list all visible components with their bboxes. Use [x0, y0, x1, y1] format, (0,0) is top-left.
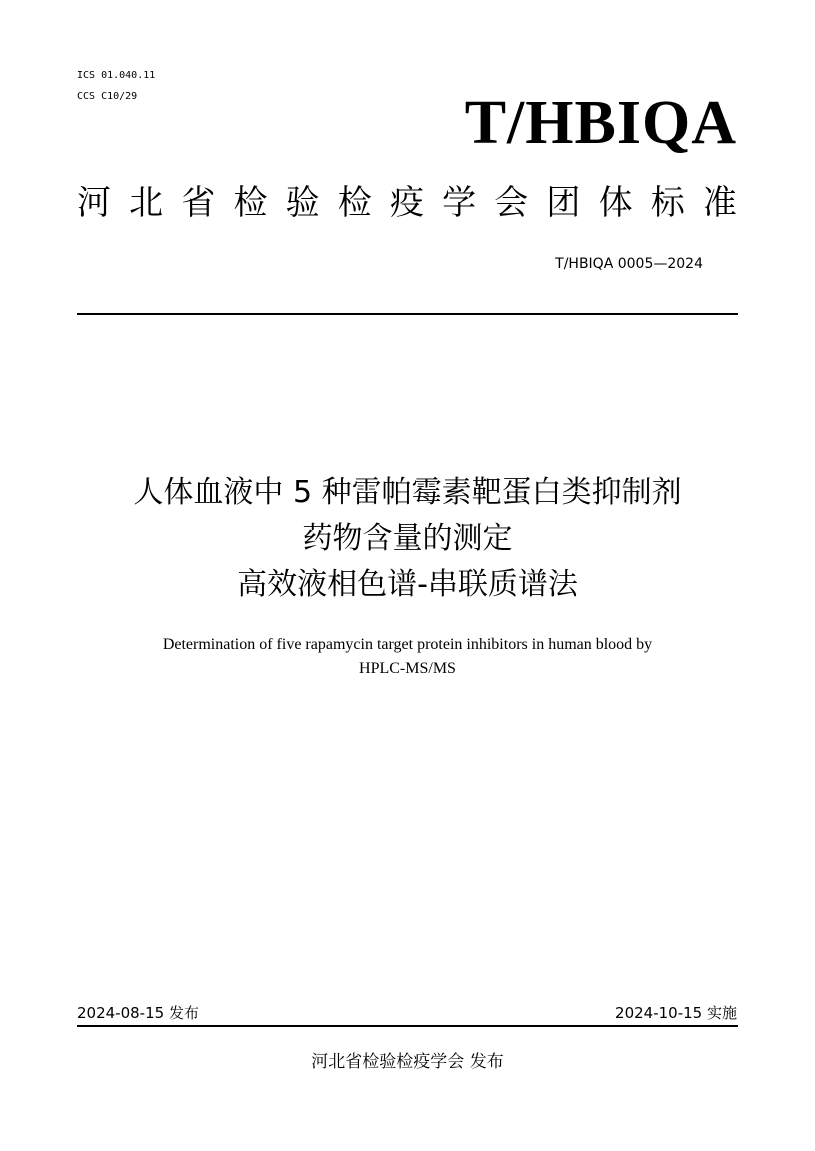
organization-title-char: 会: [494, 183, 529, 223]
english-title: [60, 633, 755, 681]
organization-title-char: 检: [233, 183, 268, 223]
standard-logo: T/HBIQA: [464, 89, 737, 157]
organization-title-char: 准: [702, 183, 737, 223]
organization-title-char: 验: [285, 183, 320, 223]
title-line-2: 药物含量的测定: [302, 521, 513, 556]
organization-title: [77, 180, 737, 226]
title-line-1: 人体血液中 5 种雷帕霉素靶蛋白类抑制剂: [133, 475, 682, 510]
english-title-line-2: HPLC-MS/MS: [359, 660, 456, 677]
organization-title-char: 省: [181, 183, 216, 223]
organization-title-char: 体: [598, 183, 633, 223]
organization-title-char: 河: [77, 183, 111, 223]
english-title-line-1: Determination of five rapamycin target protein inhibitors in human blood by: [162, 636, 653, 653]
organization-title-char: 学: [442, 183, 477, 223]
issue-date: 2024-08-15 发布: [77, 1004, 199, 1022]
organization-title-char: 北: [129, 183, 164, 223]
footer-divider: [77, 1025, 738, 1027]
title-line-3: 高效液相色谱-串联质谱法: [237, 567, 578, 602]
document-title: [40, 470, 775, 608]
implementation-date: 2024-10-15 实施: [615, 1004, 737, 1022]
organization-title-char: 团: [546, 183, 581, 223]
header-divider: [77, 313, 738, 315]
publisher: 河北省检验检疫学会 发布: [311, 1052, 504, 1072]
organization-title-char: 标: [650, 183, 685, 223]
ccs-code: CCS C10/29: [77, 91, 138, 102]
standard-number: T/HBIQA 0005—2024: [555, 256, 703, 272]
organization-title-char: 检: [337, 183, 372, 223]
ics-code: ICS 01.040.11: [77, 70, 156, 81]
organization-title-char: 疫: [389, 183, 424, 223]
